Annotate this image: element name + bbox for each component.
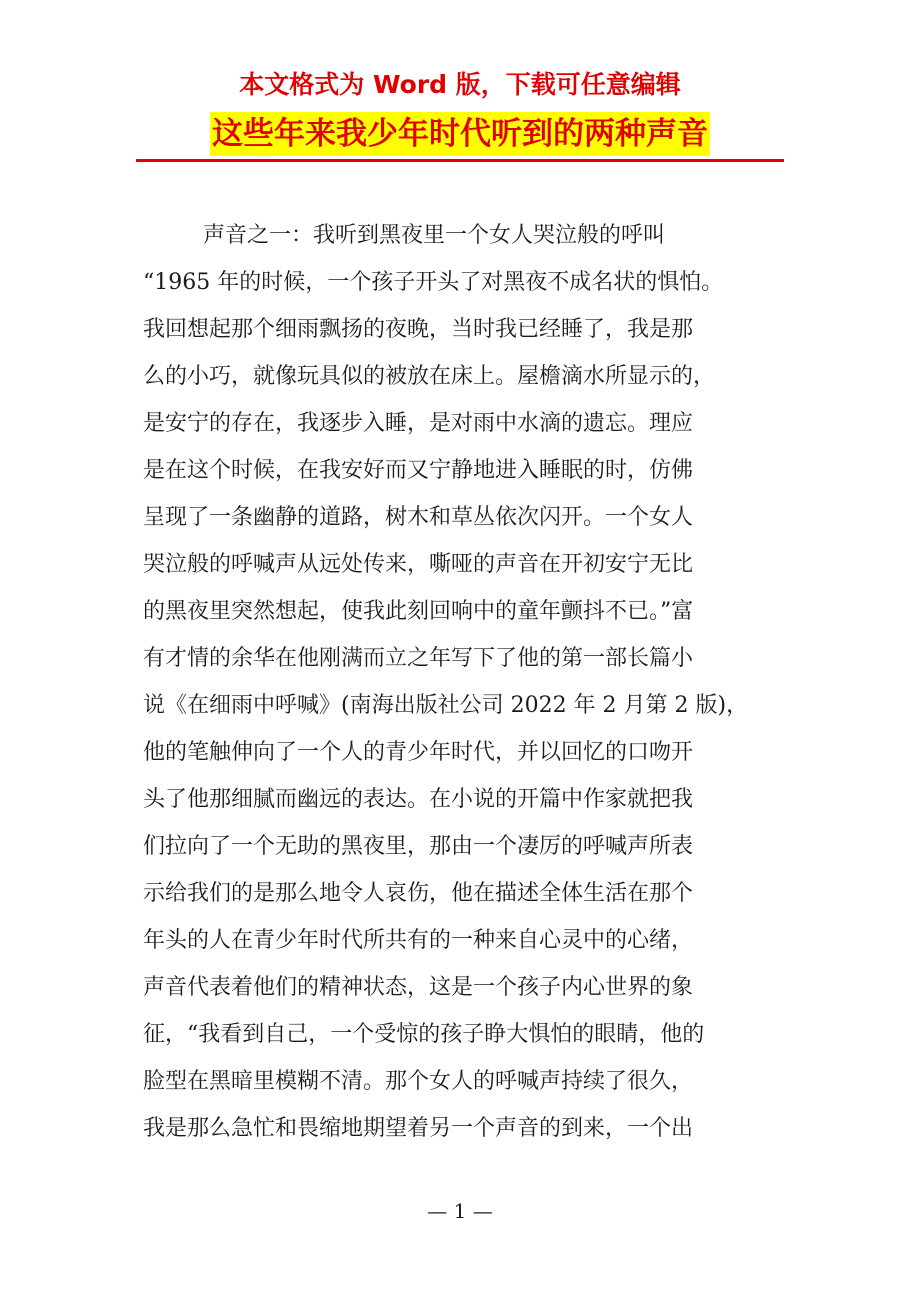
body-line: 脸型在黑暗里模糊不清。那个女人的呼喊声持续了很久， xyxy=(143,1069,694,1094)
body-line: 他的笔触伸向了一个人的青少年时代，并以回忆的口吻开 xyxy=(143,740,694,765)
title-container xyxy=(0,112,920,156)
body-line: 示给我们的是那么地令人哀伤，他在描述全体生活在那个 xyxy=(143,881,694,906)
body-line: 说《在细雨中呼喊》(南海出版社公司 2022 年 2 月第 2 版)， xyxy=(143,693,749,718)
body-line: “1965 年的时候，一个孩子开头了对黑夜不成名状的惧怕。 xyxy=(143,270,724,295)
body-line: 头了他那细腻而幽远的表达。在小说的开篇中作家就把我 xyxy=(143,787,694,812)
body-line: 么的小巧，就像玩具似的被放在床上。屋檐滴水所显示的， xyxy=(143,364,716,389)
body-line: 年头的人在青少年时代所共有的一种来自心灵中的心绪， xyxy=(143,928,694,953)
body-line: 哭泣般的呼喊声从远处传来，嘶哑的声音在开初安宁无比 xyxy=(143,552,694,577)
body-line: 我是那么急忙和畏缩地期望着另一个声音的到来，一个出 xyxy=(143,1116,694,1141)
page-number: — 1 — xyxy=(427,1199,493,1223)
body-line: 呈现了一条幽静的道路，树木和草丛依次闪开。一个女人 xyxy=(143,505,694,530)
format-banner: 本文格式为 Word 版，下载可任意编辑 xyxy=(239,70,681,99)
body-line: 是安宁的存在，我逐步入睡，是对雨中水滴的遗忘。理应 xyxy=(143,411,694,436)
title-underline-rule xyxy=(136,159,784,162)
body-line: 有才情的余华在他刚满而立之年写下了他的第一部长篇小 xyxy=(143,646,694,671)
document-title: 这些年来我少年时代听到的两种声音 xyxy=(210,112,710,156)
body-line: 的黑夜里突然想起，使我此刻回响中的童年颤抖不已。”富 xyxy=(143,599,694,624)
body-line: 我回想起那个细雨飘扬的夜晚，当时我已经睡了，我是那 xyxy=(143,317,694,342)
body-line: 征，“我看到自己，一个受惊的孩子睁大惧怕的眼睛，他的 xyxy=(143,1022,705,1047)
body-line: 声音代表着他们的精神状态，这是一个孩子内心世界的象 xyxy=(143,975,694,1000)
body-line: 是在这个时候，在我安好而又宁静地进入睡眠的时，仿佛 xyxy=(143,458,694,483)
section-heading: 声音之一：我听到黑夜里一个女人哭泣般的呼叫 xyxy=(203,223,666,248)
body-line: 们拉向了一个无助的黑夜里，那由一个凄厉的呼喊声所表 xyxy=(143,834,694,859)
